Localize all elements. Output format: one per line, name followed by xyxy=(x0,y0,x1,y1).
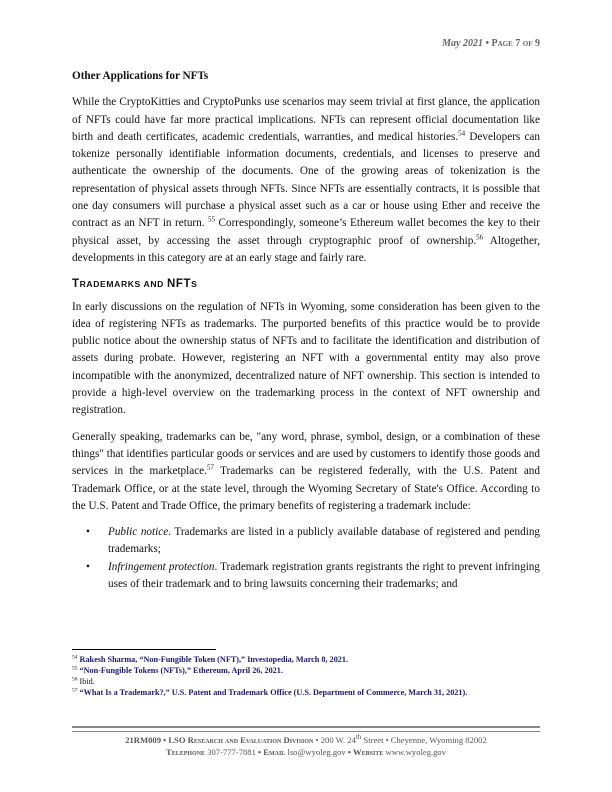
footer-email-label: Email xyxy=(263,746,286,757)
benefits-list xyxy=(72,524,540,593)
header-page-word: Page xyxy=(491,38,513,49)
footer-line-2 xyxy=(72,747,540,759)
header-page-total: 9 xyxy=(535,38,540,49)
benefit-term: Public notice xyxy=(108,526,169,539)
footnote-number: 55 xyxy=(72,665,78,672)
footer-address-rest: Street • Cheyenne, Wyoming 82002 xyxy=(361,735,487,745)
footnote-ref-54[interactable]: 54 xyxy=(458,129,466,138)
page-header xyxy=(442,38,540,49)
footer-address: 200 W. 24 xyxy=(320,735,356,745)
footnotes xyxy=(72,654,540,698)
text-run: Trademarks can be registered federally, with the U.S. Patent and Trademark Office, or at the state level, through the Wyoming Secretary of State's Office. According to the U.S. Patent and Trade Office, the primary benefits of registering a trademark include: xyxy=(72,465,540,512)
header-separator: • xyxy=(482,38,492,49)
text-run: Developers can tokenize personally identifiable information documents, credentials, and licenses to preserve and authenticate the ownership of the documents. One of the growing areas of tokenization is the representation of physical assets through NFTs. Since NFTs are essentially contracts, it is possible that one day consumers will purchase a physical asset such as a car or house using Ether and receive the contract as an NFT in return. xyxy=(72,130,540,230)
benefit-text: . Trademark registration grants registrants the right to prevent infringing uses of their trademark and to bring lawsuits concerning their trademarks; and xyxy=(108,560,540,591)
heading-letter: NFT xyxy=(166,278,192,291)
footer-line-1 xyxy=(72,735,540,747)
bullet-icon: • xyxy=(86,560,90,573)
footnote-number: 54 xyxy=(72,654,78,661)
footnote-link[interactable]: “Non-Fungible Tokens (NFTs),” Ethereum, April 26, 2021. xyxy=(79,666,283,675)
bullet-icon: • xyxy=(86,526,90,539)
footnote-ref-57[interactable]: 57 xyxy=(206,463,214,472)
footer-telephone: 307-777-7881 xyxy=(207,746,256,757)
footnote-number: 57 xyxy=(72,687,78,694)
list-item xyxy=(72,559,540,594)
footer-divider-thin xyxy=(72,731,540,732)
paragraph-trademarks-intro: In early discussions on the regulation of NFTs in Wyoming, some consideration has been given to the idea of registering NFTs as trademarks. The purported benefits of this practice would be to provide public notice about the ownership status of NFTs and to facilitate the identification and distribution of assets during probate. However, registering an NFT with a governmental entity may also prove incompatible with the anonymized, decentralized nature of NFT ownership. This section is intended to provide a high-level overview on the trademarking process in the context of NFT ownership and registration. xyxy=(72,300,540,417)
heading-letter: T xyxy=(72,278,80,291)
header-of-word: of xyxy=(522,38,533,49)
section-heading-trademarks xyxy=(72,276,540,293)
footnote-text: Ibid. xyxy=(79,677,95,686)
footnote-ref-55[interactable]: 55 xyxy=(208,215,216,224)
footnote-ref-56[interactable]: 56 xyxy=(476,232,484,241)
text-run: Generally speaking, trademarks can be, "any word, phrase, symbol, design, or a combination of these things" that identifies particular goods or services and are used by customers to identify those goods and services in the marketplace. xyxy=(72,430,540,478)
footer-website-link[interactable]: www.wyoleg.gov xyxy=(385,746,447,757)
page-footer xyxy=(72,735,540,758)
page-body xyxy=(72,68,540,593)
footnote-56 xyxy=(72,676,540,687)
footer-separator: • xyxy=(161,735,169,745)
text-run: While the CryptoKitties and CryptoPunks use scenarios may seem trivial at first glance, the application of NFTs could have far more practical implications. NFTs can represent official documentation like birth and death certificates, academic credentials, warranties, and medical histories. xyxy=(72,96,540,143)
text-run: Altogether, developments in this category are at an early stage and fairly rare. xyxy=(72,234,540,264)
header-date: May 2021 xyxy=(442,38,483,49)
paragraph-trademarks-definition xyxy=(72,429,540,515)
heading-smallcaps: RADEMARKS AND xyxy=(79,279,167,290)
footnote-57 xyxy=(72,687,540,698)
footer-email-link[interactable]: lso@wyoleg.gov xyxy=(287,746,346,757)
footer-division: LSO Research and Evaluation Division xyxy=(168,735,314,745)
footnote-54 xyxy=(72,654,540,665)
footer-separator: • xyxy=(345,746,354,757)
footer-telephone-label: Telephone xyxy=(165,746,206,757)
footer-divider-thick xyxy=(72,726,540,728)
footnote-link[interactable]: “What Is a Trademark?,” U.S. Patent and Trademark Office (U.S. Department of Commerce, March 31, 2021). xyxy=(79,688,468,697)
header-page-number: 7 xyxy=(515,38,521,49)
footer-address-sup: th xyxy=(355,733,362,742)
benefit-term: Infringement protection xyxy=(108,560,215,573)
footnote-number: 56 xyxy=(72,676,78,683)
footnote-55 xyxy=(72,665,540,676)
benefit-text: . Trademarks are listed in a publicly available database of registered and pending trademarks; xyxy=(108,526,541,556)
text-run: Correspondingly, someone’s Ethereum wallet becomes the key to their physical asset, by accessing the asset through cryptographic proof of ownership. xyxy=(72,217,540,247)
paragraph-other-applications xyxy=(72,94,540,267)
footer-website-label: Website xyxy=(353,746,384,757)
footer-doc-id: 21RM009 xyxy=(125,735,162,745)
heading-smallcaps: S xyxy=(191,279,198,290)
footnote-link[interactable]: Rakesh Sharma, “Non-Fungible Token (NFT),” Investopedia, March 8, 2021. xyxy=(79,655,349,664)
footer-separator: • xyxy=(313,735,321,745)
footnote-divider xyxy=(72,649,216,650)
list-item xyxy=(72,524,540,559)
section-heading-other-applications: Other Applications for NFTs xyxy=(72,70,209,82)
footer-separator: • xyxy=(255,746,264,757)
